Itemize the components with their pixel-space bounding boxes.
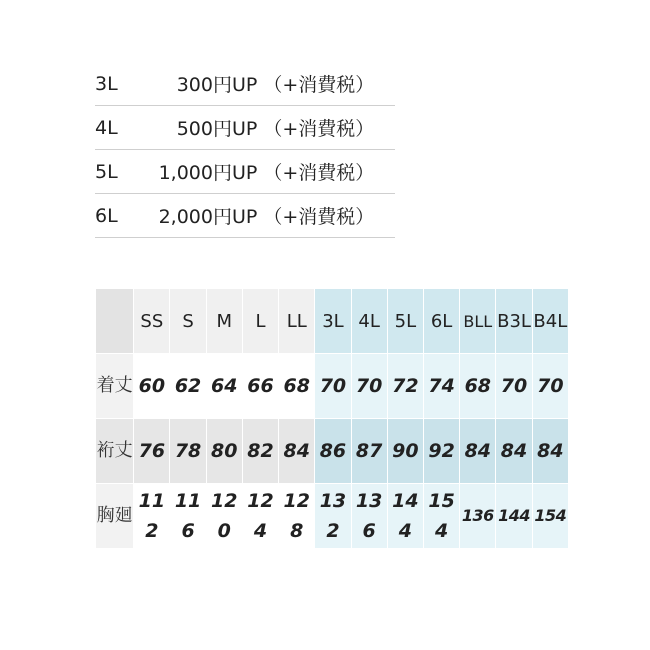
size-value: 70 bbox=[315, 354, 351, 419]
size-header-row bbox=[96, 289, 569, 354]
size-row-sleeve bbox=[96, 419, 569, 484]
size-value: 86 bbox=[315, 419, 351, 484]
surcharge-note: （+消費税） bbox=[263, 106, 395, 150]
size-value: 128 bbox=[279, 484, 315, 549]
size-value: 124 bbox=[242, 484, 278, 549]
surcharge-row bbox=[95, 194, 395, 238]
size-value: 60 bbox=[134, 354, 170, 419]
surcharge-row bbox=[95, 106, 395, 150]
size-value: 154 bbox=[532, 484, 568, 549]
size-header: L bbox=[242, 289, 278, 354]
row-label: 胸廻 bbox=[96, 484, 134, 549]
surcharge-price: 300円UP bbox=[139, 62, 263, 106]
size-header: M bbox=[206, 289, 242, 354]
size-value: 144 bbox=[496, 484, 532, 549]
size-value: 84 bbox=[532, 419, 568, 484]
row-label: 着丈 bbox=[96, 354, 134, 419]
size-value: 74 bbox=[423, 354, 459, 419]
size-header: 6L bbox=[423, 289, 459, 354]
size-value: 70 bbox=[532, 354, 568, 419]
size-value: 87 bbox=[351, 419, 387, 484]
size-value: 154 bbox=[423, 484, 459, 549]
size-value: 112 bbox=[134, 484, 170, 549]
size-value: 68 bbox=[460, 354, 496, 419]
size-header: 5L bbox=[387, 289, 423, 354]
size-header: 3L bbox=[315, 289, 351, 354]
size-value: 70 bbox=[351, 354, 387, 419]
surcharge-note: （+消費税） bbox=[263, 150, 395, 194]
size-value: 136 bbox=[351, 484, 387, 549]
size-value: 80 bbox=[206, 419, 242, 484]
size-value: 136 bbox=[460, 484, 496, 549]
size-value: 76 bbox=[134, 419, 170, 484]
size-header: SS bbox=[134, 289, 170, 354]
surcharge-note: （+消費税） bbox=[263, 194, 395, 238]
surcharge-size: 6L bbox=[95, 194, 139, 238]
surcharge-row bbox=[95, 62, 395, 106]
surcharge-size: 3L bbox=[95, 62, 139, 106]
size-value: 72 bbox=[387, 354, 423, 419]
size-value: 132 bbox=[315, 484, 351, 549]
size-value: 78 bbox=[170, 419, 206, 484]
size-value: 90 bbox=[387, 419, 423, 484]
size-value: 82 bbox=[242, 419, 278, 484]
size-value: 68 bbox=[279, 354, 315, 419]
row-label: 裄丈 bbox=[96, 419, 134, 484]
size-value: 64 bbox=[206, 354, 242, 419]
size-value: 84 bbox=[460, 419, 496, 484]
size-header: BLL bbox=[460, 289, 496, 354]
header-corner bbox=[96, 289, 134, 354]
surcharge-size: 5L bbox=[95, 150, 139, 194]
size-header: LL bbox=[279, 289, 315, 354]
size-header: 4L bbox=[351, 289, 387, 354]
size-value: 144 bbox=[387, 484, 423, 549]
size-value: 70 bbox=[496, 354, 532, 419]
size-value: 66 bbox=[242, 354, 278, 419]
size-value: 84 bbox=[279, 419, 315, 484]
size-value: 116 bbox=[170, 484, 206, 549]
size-value: 120 bbox=[206, 484, 242, 549]
surcharge-row bbox=[95, 150, 395, 194]
surcharge-list bbox=[95, 62, 395, 238]
size-header: B3L bbox=[496, 289, 532, 354]
size-header: B4L bbox=[532, 289, 568, 354]
size-table bbox=[95, 288, 569, 549]
size-row-length bbox=[96, 354, 569, 419]
size-value: 62 bbox=[170, 354, 206, 419]
surcharge-price: 500円UP bbox=[139, 106, 263, 150]
surcharge-size: 4L bbox=[95, 106, 139, 150]
surcharge-price: 2,000円UP bbox=[139, 194, 263, 238]
size-value: 84 bbox=[496, 419, 532, 484]
size-value: 92 bbox=[423, 419, 459, 484]
size-header: S bbox=[170, 289, 206, 354]
surcharge-price: 1,000円UP bbox=[139, 150, 263, 194]
surcharge-note: （+消費税） bbox=[263, 62, 395, 106]
size-row-chest bbox=[96, 484, 569, 549]
